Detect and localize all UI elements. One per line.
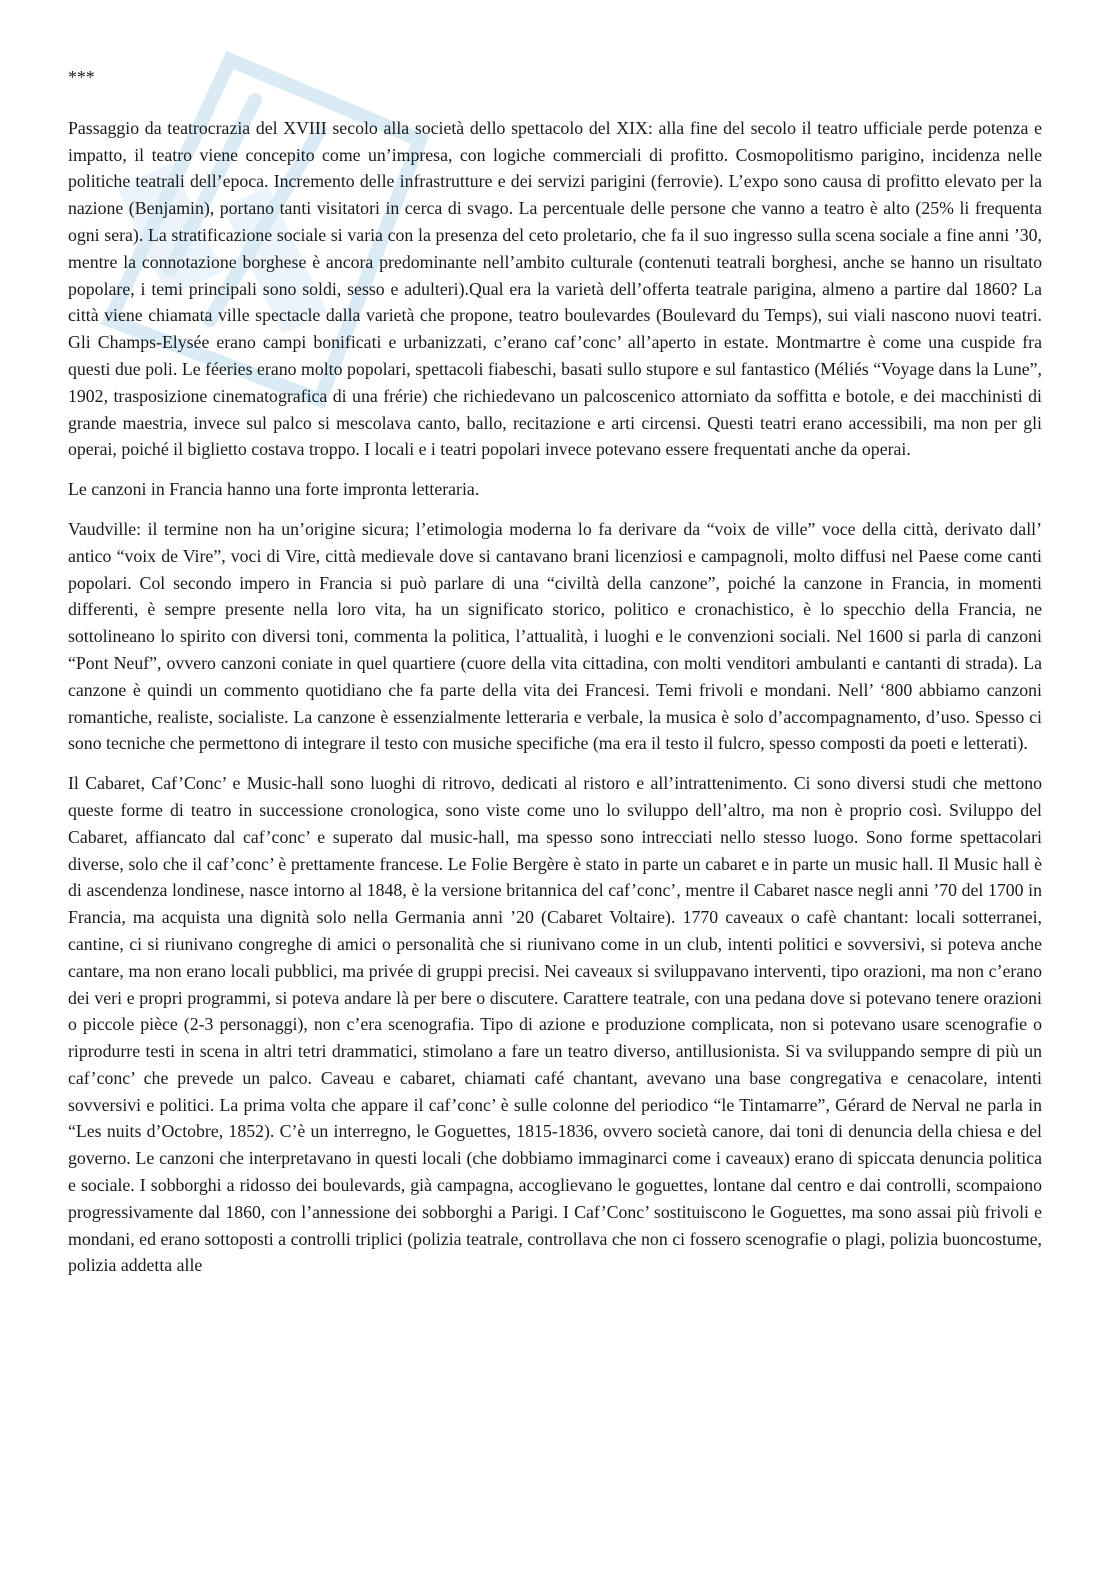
- document-body: [68, 64, 1042, 1292]
- paragraph-canzoni: Le canzoni in Francia hanno una forte impronta letteraria.: [68, 479, 480, 500]
- paragraph-teatrocrazia: Passaggio da teatrocrazia del XVIII secolo alla società dello spettacolo del XIX: alla fine del secolo il teatro ufficiale perde potenza e impatto, il teatro viene concepito come un’impresa, con logiche commerciali di profitto. Cosmopolitismo parigino, incidenza nelle politiche teatrali dell’epoca. Incremento delle infrastrutture e dei servizi parigini (ferrovie). L’expo sono causa di profitto elevato per la nazione (Benjamin), portano tanti visitatori in cerca di svago. La percentuale delle persone che vanno a teatro è alto (25% li frequenta ogni sera). La stratificazione sociale si varia con la presenza del ceto proletario, che fa il suo ingresso sulla scena sociale a fine anni ’30, mentre la connotazione borghese è ancora predominante nell’ambito culturale (contenuti teatrali borghesi, anche se hanno un risultato popolare, i temi principali sono soldi, sesso e adulteri).Qual era la varietà dell’offerta teatrale parigina, almeno a partire dal 1860? La città viene chiamata ville spectacle dalla varietà che propone, teatro boulevardes (Boulevard du Temps), sui viali nascono nuovi teatri. Gli Champs-Elysée erano campi bonificati e urbanizzati, c’erano caf’conc’ all’aperto in estate. Montmartre è come una cuspide fra questi due poli. Le féeries erano molto popolari, spettacoli fiabeschi, basati sullo stupore e sul fantastico (Méliés “Voyage dans la Lune”, 1902, trasposizione cinematografica di una frérie) che richiedevano un palcoscenico attorniato da soffitta e botole, e dei macchinisti di grande maestria, invece sul palco si mescolava canto, ballo, recitazione e arti circensi. Questi teatri erano accessibili, ma non per gli operai, poiché il biglietto costava troppo. I locali e i teatri popolari invece potevano essere frequentati anche da operai.: [68, 117, 1042, 460]
- section-separator: ***: [68, 67, 95, 87]
- paragraph-cabaret: Il Cabaret, Caf’Conc’ e Music-hall sono luoghi di ritrovo, dedicati al ristoro e all’intrattenimento. Ci sono diversi studi che mettono queste forme di teatro in successione cronologica, sono viste come uno lo sviluppo dell’altro, ma non è proprio così. Sviluppo del Cabaret, affiancato dal caf’conc’ e superato dal music-hall, ma spesso sono intrecciati nello stesso luogo. Sono forme spettacolari diverse, solo che il caf’conc’ è prettamente francese. Le Folie Bergère è stato in parte un cabaret e in parte un music hall. Il Music hall è di ascendenza londinese, nasce intorno al 1848, è la versione britannica del caf’conc’, mentre il Cabaret nasce negli anni ’70 del 1700 in Francia, ma acquista una dignità solo nella Germania anni ’20 (Cabaret Voltaire). 1770 caveaux o cafè chantant: locali sotterranei, cantine, ci si riunivano congreghe di amici o personalità che si riunivano come in un club, intenti politici e sovversivi, si poteva anche cantare, ma non erano locali pubblici, ma privée di gruppi precisi. Nei caveaux si sviluppavano interventi, tipo orazioni, ma non c’erano dei veri e propri programmi, si poteva andare là per bere o discutere. Carattere teatrale, con una pedana dove si potevano tenere orazioni o piccole pièce (2-3 personaggi), non c’era scenografia. Tipo di azione e produzione complicata, non si potevano usare scenografie o riprodurre testi in scena in altri tetri drammatici, stimolano a fare un teatro diverso, antillusionista. Si va sviluppando sempre di più un caf’conc’ che prevede un palco. Caveau e cabaret, chiamati café chantant, avevano una base congregativa e cenacolare, intenti sovversivi e politici. La prima volta che appare il caf’conc’ è sulle colonne del periodico “le Tintamarre”, Gérard de Nerval ne parla in “Les nuits d’Octobre, 1852). C’è un interregno, le Goguettes, 1815-1836, ovvero società canore, dai toni di denuncia della chiesa e del governo. Le canzoni che interpretavano in questi locali (che dobbiamo immaginarci come i caveaux) erano di spiccata denuncia politica e sociale. I sobborghi a ridosso dei boulevards, già campagna, accoglievano le goguettes, lontane dal centro e dai controlli, scompaiono progressivamente dal 1860, con l’annessione dei sobborghi a Parigi. I Caf’Conc’ sostituiscono le Goguettes, ma sono assai più frivoli e mondani, ed erano sottoposti a controlli triplici (polizia teatrale, controllava che non ci fossero scenografie o plagi, polizia buoncostume, polizia addetta alle: [68, 773, 1042, 1276]
- paragraph-vaudville: Vaudville: il termine non ha un’origine sicura; l’etimologia moderna lo fa derivare da “voix de ville” voce della città, derivato dall’ antico “voix de Vire”, voci di Vire, città medievale dove si cantavano brani licenziosi e campagnoli, molto diffusi nel Paese come canti popolari. Col secondo impero in Francia si può parlare di una “civiltà della canzone”, poiché la canzone in Francia, in momenti differenti, è sempre presente nella loro vita, ha un significato storico, politico e cronachistico, è lo specchio della Francia, ne sottolineano lo spirito con diversi toni, commenta la politica, l’attualità, i luoghi e le convenzioni sociali. Nel 1600 si parla di canzoni “Pont Neuf”, ovvero canzoni coniate in quel quartiere (cuore della vita cittadina, con molti venditori ambulanti e cantanti di strada). La canzone è quindi un commento quotidiano che fa parte della vita dei Francesi. Temi frivoli e mondani. Nell’ ‘800 abbiamo canzoni romantiche, realiste, socialiste. La canzone è essenzialmente letteraria e verbale, la musica è solo d’accompagnamento, d’uso. Spesso ci sono tecniche che permettono di integrare il testo con musiche specifiche (ma era il testo il fulcro, spesso composti da poeti e letterati).: [68, 518, 1042, 754]
